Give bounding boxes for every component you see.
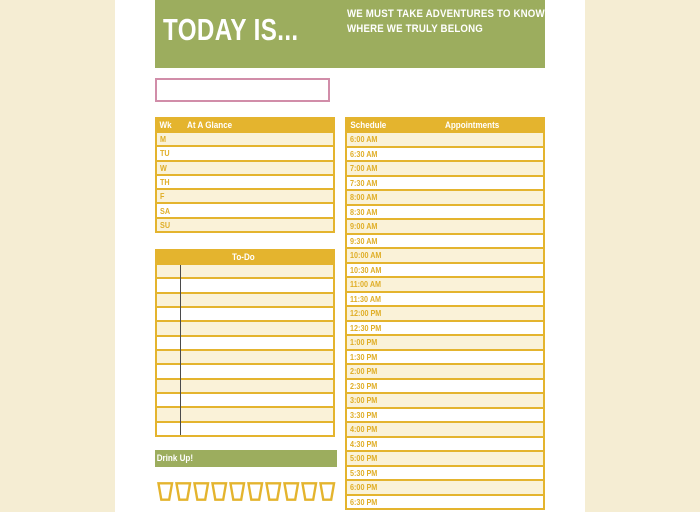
- glance-row[interactable]: [157, 145, 333, 159]
- todo-row[interactable]: [157, 306, 333, 320]
- week-at-a-glance-rows: [157, 133, 333, 231]
- schedule-row[interactable]: [347, 421, 543, 436]
- glance-day-label: W: [160, 162, 167, 173]
- schedule-rows: [347, 133, 543, 508]
- date-input[interactable]: [155, 78, 330, 102]
- schedule-time-label: 3:30 PM: [350, 409, 378, 420]
- cup-icon[interactable]: [193, 481, 210, 502]
- schedule-time-label: 6:00 PM: [350, 482, 378, 493]
- schedule-time-label: 8:00 AM: [350, 192, 378, 203]
- todo-row[interactable]: [157, 363, 333, 377]
- schedule-time-label: 7:30 AM: [350, 177, 378, 188]
- schedule-time-label: 10:30 AM: [350, 264, 382, 275]
- schedule-section: [345, 117, 545, 510]
- todo-checkbox-divider: [180, 265, 181, 435]
- cup-icon[interactable]: [211, 481, 228, 502]
- schedule-time-label: 10:00 AM: [350, 250, 382, 261]
- glance-day-label: M: [160, 134, 167, 145]
- schedule-time-label: 8:30 AM: [350, 206, 378, 217]
- header-quote: [347, 7, 572, 37]
- schedule-row[interactable]: [347, 465, 543, 480]
- glance-row[interactable]: [157, 133, 333, 145]
- schedule-row[interactable]: [347, 160, 543, 175]
- schedule-row[interactable]: [347, 494, 543, 509]
- schedule-time-label: 5:30 PM: [350, 467, 378, 478]
- schedule-time-label: 9:00 AM: [350, 221, 378, 232]
- todo-row[interactable]: [157, 406, 333, 420]
- todo-row[interactable]: [157, 349, 333, 363]
- schedule-row[interactable]: [347, 320, 543, 335]
- schedule-time-label: 7:00 AM: [350, 163, 378, 174]
- glance-day-label: SU: [160, 219, 171, 230]
- schedule-time-label: 6:30 PM: [350, 496, 378, 507]
- schedule-row[interactable]: [347, 247, 543, 262]
- schedule-row[interactable]: [347, 233, 543, 248]
- schedule-row[interactable]: [347, 133, 543, 146]
- schedule-row[interactable]: [347, 436, 543, 451]
- cup-icon[interactable]: [157, 481, 174, 502]
- schedule-row[interactable]: [347, 363, 543, 378]
- todo-row[interactable]: [157, 392, 333, 406]
- schedule-row[interactable]: [347, 450, 543, 465]
- at-a-glance-title: At A Glance: [186, 120, 233, 131]
- glance-day-label: TH: [160, 176, 170, 187]
- schedule-row[interactable]: [347, 175, 543, 190]
- glance-row[interactable]: [157, 188, 333, 202]
- glance-row[interactable]: [157, 202, 333, 216]
- glance-row[interactable]: [157, 160, 333, 174]
- schedule-row[interactable]: [347, 378, 543, 393]
- schedule-time-label: 1:00 PM: [350, 337, 378, 348]
- schedule-time-label: 4:30 PM: [350, 438, 378, 449]
- todo-row[interactable]: [157, 335, 333, 349]
- schedule-row[interactable]: [347, 479, 543, 494]
- week-column-label: Wk: [159, 120, 172, 131]
- schedule-row[interactable]: [347, 262, 543, 277]
- schedule-time-label: 2:30 PM: [350, 380, 378, 391]
- schedule-time-label: 11:00 AM: [350, 279, 382, 290]
- cup-icon[interactable]: [247, 481, 264, 502]
- schedule-row[interactable]: [347, 334, 543, 349]
- todo-row[interactable]: [157, 320, 333, 334]
- schedule-row[interactable]: [347, 305, 543, 320]
- schedule-row[interactable]: [347, 204, 543, 219]
- glance-day-label: F: [160, 191, 165, 202]
- schedule-row[interactable]: [347, 349, 543, 364]
- drink-up-bar: [155, 450, 337, 467]
- schedule-time-label: 12:30 PM: [350, 322, 382, 333]
- schedule-row[interactable]: [347, 392, 543, 407]
- schedule-time-label: 6:00 AM: [350, 134, 378, 145]
- schedule-time-label: 2:00 PM: [350, 366, 378, 377]
- drink-up-title: Drink Up!: [156, 453, 194, 464]
- schedule-header: [347, 119, 543, 133]
- schedule-row[interactable]: [347, 146, 543, 161]
- schedule-time-label: 11:30 AM: [350, 293, 382, 304]
- todo-rows: [157, 265, 333, 435]
- cup-icon[interactable]: [319, 481, 336, 502]
- schedule-time-label: 6:30 AM: [350, 148, 378, 159]
- todo-row[interactable]: [157, 265, 333, 277]
- schedule-row[interactable]: [347, 189, 543, 204]
- schedule-row[interactable]: [347, 291, 543, 306]
- schedule-time-label: 9:30 AM: [350, 235, 378, 246]
- schedule-row[interactable]: [347, 218, 543, 233]
- todo-row[interactable]: [157, 378, 333, 392]
- schedule-row[interactable]: [347, 407, 543, 422]
- todo-title: To-Do: [231, 252, 255, 263]
- schedule-row[interactable]: [347, 276, 543, 291]
- cup-icon[interactable]: [283, 481, 300, 502]
- cup-icon[interactable]: [229, 481, 246, 502]
- todo-header: [157, 251, 333, 265]
- week-at-a-glance-header: [157, 119, 333, 133]
- page-header: [155, 0, 545, 68]
- page-title: TODAY IS...: [163, 12, 299, 47]
- schedule-time-label: 3:00 PM: [350, 395, 378, 406]
- schedule-column-label: Schedule: [350, 120, 387, 131]
- quote-line-1: WE MUST TAKE ADVENTURES TO KNOW: [347, 8, 545, 20]
- quote-line-2: WHERE WE TRULY BELONG: [347, 23, 484, 35]
- todo-row[interactable]: [157, 292, 333, 306]
- week-at-a-glance-section: [155, 117, 335, 233]
- schedule-time-label: 1:30 PM: [350, 351, 378, 362]
- glance-day-label: SA: [160, 205, 171, 216]
- todo-section: [155, 249, 335, 437]
- schedule-time-label: 5:00 PM: [350, 453, 378, 464]
- cup-icon[interactable]: [301, 481, 318, 502]
- glance-row[interactable]: [157, 174, 333, 188]
- appointments-column-label: Appointments: [445, 120, 500, 131]
- todo-row[interactable]: [157, 421, 333, 435]
- cup-icon[interactable]: [175, 481, 192, 502]
- schedule-time-label: 12:00 PM: [350, 308, 382, 319]
- glance-day-label: TU: [160, 148, 170, 159]
- todo-row[interactable]: [157, 277, 333, 291]
- glance-row[interactable]: [157, 217, 333, 231]
- schedule-time-label: 4:00 PM: [350, 424, 378, 435]
- water-cup-tracker: [157, 481, 337, 502]
- cup-icon[interactable]: [265, 481, 282, 502]
